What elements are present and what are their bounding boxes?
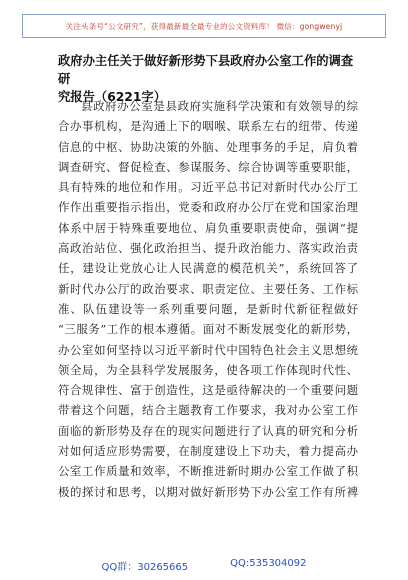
body-line: 对如何适应形势需要，在制度建设上下功夫，着力提高办 <box>58 444 358 459</box>
footer-qq-number: QQ:535304092 <box>230 558 307 569</box>
title-line-1: 政府办主任关于做好新形势下县政府办公室工作的调查研 <box>58 54 354 86</box>
body-line: 信息的中枢、协助决策的外脑、处理事务的手足，肩负着 <box>58 139 358 154</box>
body-line: 作作出重要指示指出，党委和政府办公厅在党和国家治理 <box>58 200 358 215</box>
body-line: 县政府办公室是县政府实施科学决策和有效领导的综 <box>81 99 358 113</box>
body-line: 面临的新形势及存在的现实问题进行了认真的研究和分析 <box>58 423 358 438</box>
header-banner <box>22 14 386 38</box>
document-body <box>58 96 358 502</box>
body-line: 具有特殊的地位和作用。习近平总书记对新时代办公厅工 <box>58 180 358 195</box>
body-line: 准、队伍建设等一系列重要问题，是新时代新征程做好 <box>58 301 358 316</box>
footer-qq-group: QQ群：30265665 <box>101 562 189 573</box>
body-line: 任，建设让党放心让人民满意的模范机关”，系统回答了 <box>58 261 358 276</box>
body-line: 新时代办公厅的政治要求、职责定位、主要任务、工作标 <box>58 281 358 296</box>
body-line: 合办事机构，是沟通上下的咽喉、联系左右的纽带、传递 <box>58 119 358 134</box>
footer-contact <box>0 558 408 572</box>
body-line: 带着这个问题，结合主题教育工作要求，我对办公室工作 <box>58 403 358 418</box>
body-line: 办公室如何坚持以习近平新时代中国特色社会主义思想统 <box>58 342 358 357</box>
body-line: 调查研究、督促检查、参谋服务、综合协调等重要职能， <box>58 159 358 174</box>
body-line: “三服务”工作的根本遵循。面对不断发展变化的新形势， <box>58 322 358 337</box>
banner-text: 关注头条号“公文研究”，获得最新最全最专业的公文资料库！ 微信：gongwenyj <box>65 21 343 31</box>
body-line: 体系中居于特殊重要地位、肩负重要职责使命，强调“提 <box>58 220 358 235</box>
body-line: 公室工作质量和效率，不断推进新时期办公室工作做了积 <box>58 464 358 479</box>
body-line: 极的探讨和思考，以期对做好新形势下办公室工作有所裨 <box>58 484 358 499</box>
title-line-2: 究报告（6221字） <box>58 90 167 104</box>
body-line: 符合规律性、富于创造性，这是亟待解决的一个重要问题 <box>58 383 358 398</box>
body-line: 高政治站位、强化政治担当、提升政治能力、落实政治责 <box>58 241 358 256</box>
body-line: 领全局，为全县科学发展服务，使各项工作体现时代性、 <box>58 362 358 377</box>
